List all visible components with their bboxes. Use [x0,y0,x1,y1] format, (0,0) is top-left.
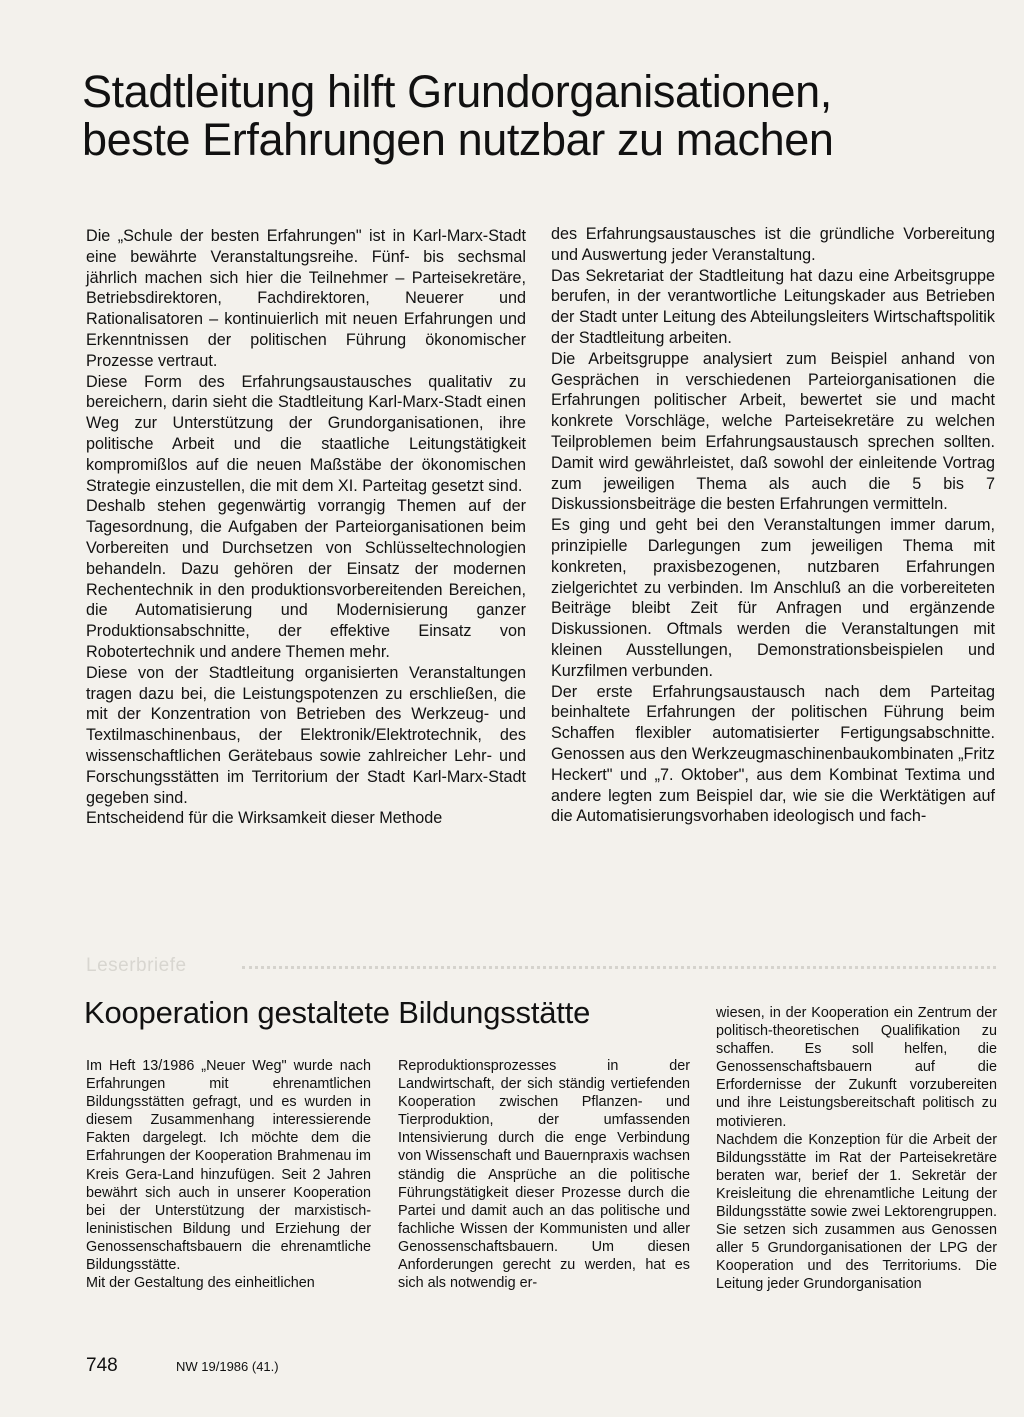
paragraph: Nachdem die Konzeption für die Arbeit der Bildungsstätte im Rat der Parteisekretäre beraten war, berief der 1. Sekretär der Kreisleitung die ehrenamtliche Leitung der Bildungsstätte sowie zwei Lektorengruppen. Sie setzen sich zusammen aus Genossen aller 5 Grundorganisationen der LPG der Kooperation und des Territoriums. Die Leitung jeder Grundorganisation [716,1131,997,1293]
paragraph: wiesen, in der Kooperation ein Zentrum der politisch-theoretischen Qualifikation zu schaffen. Es soll helfen, die Genossenschaftsbauern auf die Erfordernisse der Zukunft vorzubereiten und ihre Leistungsbereitschaft politisch zu motivieren. [716,1005,997,1130]
paragraph: des Erfahrungsaustausches ist die gründliche Vorbereitung und Auswertung jeder Veranstaltung. [551,225,995,264]
headline-line-1: Stadtleitung hilft Grundorganisationen, [82,66,832,117]
paragraph: Mit der Gestaltung des einheitlichen [86,1275,315,1292]
article-headline [82,68,942,164]
paragraph: Reproduktionsprozesses in der Landwirtschaft, der sich ständig vertiefenden Kooperation zwischen Pflanzen- und Tierproduktion, der umfassenden Intensivierung durch die enge Verbindung von Wissenschaft und Bauernpraxis wachsen ständig die Ansprüche an die politische Führungstätigkeit dieser Prozesse durch die Partei und damit auch an das politische und fachliche Wissen der Kommunisten und aller Genossenschaftsbauern. Um diesen Anforderungen gerecht zu werden, hat es sich als notwendig er- [398,1058,690,1292]
paragraph: Es ging und geht bei den Veranstaltungen immer darum, prinzipielle Darlegungen zum jeweiligen Thema mit konkreten, praxisbezogenen, nutzbaren Erfahrungen zielgerichtet zu verbinden. Im Anschluß an die vorbereiteten Beiträge bleibt Zeit für Anfragen und ergänzende Diskussionen. Oftmals werden die Veranstaltungen mit kleinen Ausstellungen, Demonstrationsbeispielen und Kurzfilmen verbunden. [551,516,995,680]
paragraph: Die Arbeitsgruppe analysiert zum Beispiel anhand von Gesprächen in verschiedenen Parteiorganisationen die Erfahrungen politischer Arbeit, bewertet sie und macht konkrete Vorschläge, welche Parteisekretäre zu welchen Teilproblemen beim Erfahrungsaustausch sprechen sollten. Damit wird gewährleistet, daß sowohl der einleitende Vortrag zum jeweiligen Thema als auch die 5 bis 7 Diskussionsbeiträge die besten Erfahrungen vermitteln. [551,349,995,514]
page-footer [86,1355,486,1379]
page-number: 748 [86,1355,118,1376]
paragraph: Die „Schule der besten Erfahrungen" ist in Karl-Marx-Stadt eine bewährte Veranstaltungsreihe. Fünf- bis sechsmal jährlich machen sich hier die Teilnehmer – Parteisekretäre, Betriebsdirektoren, Fachdirektoren, Neuerer und Rationalisatoren – kontinuierlich mit neuen Erfahrungen und Erkenntnissen der politischen Führung ökonomischer Prozesse vertraut. [86,227,526,370]
paragraph: Diese Form des Erfahrungsaustausches qualitativ zu bereichern, darin sieht die Stadtleitung Karl-Marx-Stadt einen Weg zur Unterstützung der Grundorganisationen, ihre politische Arbeit und die staatliche Leitungstätigkeit kompromißlos auf die neuen Maßstäbe der ökonomischen Strategie einzustellen, die mit dem XI. Parteitag gesetzt sind. [86,372,526,495]
headline-line-2: beste Erfahrungen nutzbar zu machen [82,114,834,165]
letter-headline: Kooperation gestaltete Bildungsstätte [84,995,591,1030]
letter-column-2 [398,1057,690,1292]
paragraph: Das Sekretariat der Stadtleitung hat dazu eine Arbeitsgruppe berufen, in der verantwortliche Leitungskader aus Betrieben der Stadt unter Leitung des Abteilungsleiters Wirtschaftspolitik der Stadtleitung arbeiten. [551,266,995,347]
paragraph: Deshalb stehen gegenwärtig vorrangig Themen auf der Tagesordnung, die Aufgaben der Parteiorganisationen beim Vorbereiten und Durchsetzen von Schlüsseltechnologien behandeln. Dazu gehören der Einsatz der modernen Rechentechnik in den produktionsvorbereitenden Bereichen, die Automatisierung und Modernisierung ganzer Produktionsabschnitte, der effektive Einsatz von Robotertechnik und andere Themen mehr. [86,497,526,661]
issue-reference: NW 19/1986 (41.) [176,1359,279,1374]
divider-rule [242,966,996,969]
paragraph: Entscheidend für die Wirksamkeit dieser Methode [86,809,443,828]
article-column-1 [86,226,526,829]
paragraph: Der erste Erfahrungsaustausch nach dem Parteitag beinhaltete Erfahrungen der politischen Führung beim Schaffen flexibler automatisierter Fertigungsabschnitte. Genossen aus den Werkzeugmaschinenbaukombinaten „Fritz Heckert" und „7. Oktober", aus dem Kombinat Textima und andere legten zum Beispiel dar, wie sie die Werktätigen auf die Automatisierungsvorhaben ideologisch und fach- [551,682,995,826]
section-divider [82,955,996,977]
paragraph: Diese von der Stadtleitung organisierten Veranstaltungen tragen dazu bei, die Leistungspotenzen zu erschließen, die mit der Konzentration von Betrieben des Werkzeug- und Textilmaschinenbaus, der Elektronik/Elektrotechnik, des wissenschaftlichen Gerätebaus sowie zahlreicher Lehr- und Forschungsstätten im Territorium der Stadt Karl-Marx-Stadt gegeben sind. [86,663,526,807]
letter-column-3 [716,1004,997,1294]
letter-column-1 [86,1057,371,1292]
article-column-2 [551,224,995,827]
paragraph: Im Heft 13/1986 „Neuer Weg" wurde nach Erfahrungen mit ehrenamtlichen Bildungsstätten gefragt, und es wurden in diesem Zusammenhang interessierende Fakten dargelegt. Ich möchte dem die Erfahrungen der Kooperation Brahmenau im Kreis Gera-Land hinzufügen. Seit 2 Jahren bewährt sich auch in unserer Kooperation bei der Unterstützung der marxistisch-leninistischen Bildung und Erziehung der Genossenschaftsbauern die ehrenamtliche Bildungsstätte. [86,1058,371,1274]
section-label: Leserbriefe [86,955,187,976]
